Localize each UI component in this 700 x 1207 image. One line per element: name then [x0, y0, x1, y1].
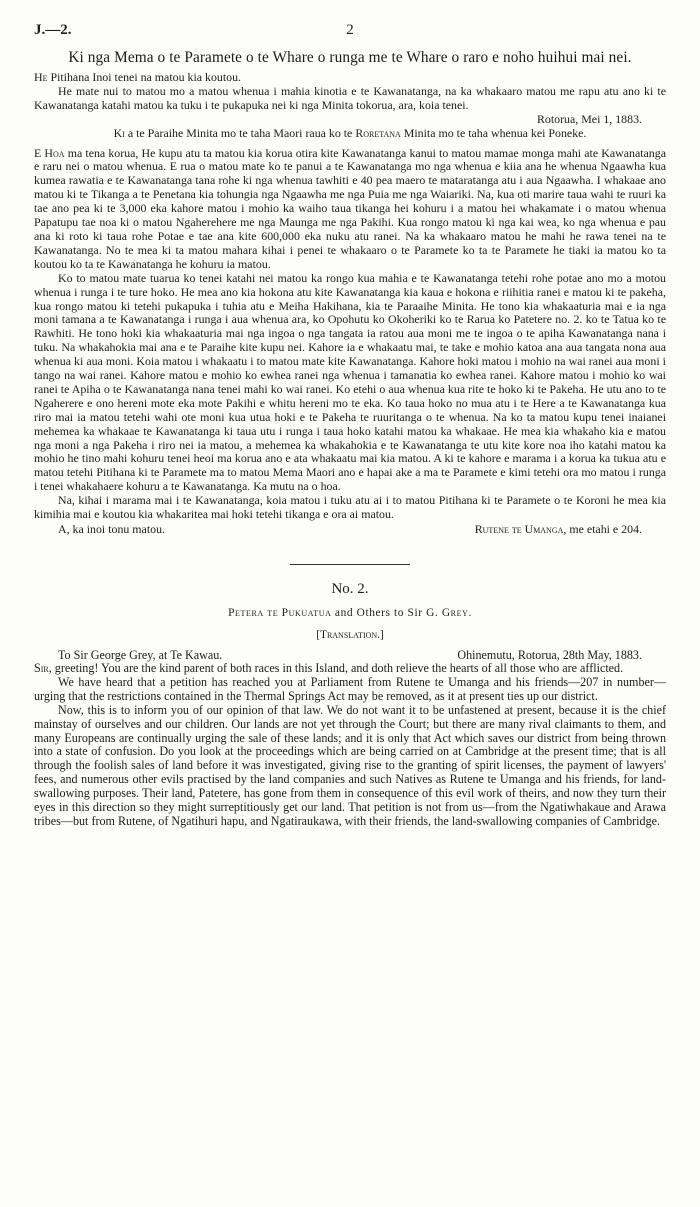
petition-intro [34, 71, 666, 85]
page-number: 2 [346, 22, 354, 38]
subtitle-name: Petera te Pukuatua [228, 607, 332, 619]
signatory-name: Rutene te Umanga [474, 522, 564, 536]
intro-lead: He [34, 70, 48, 84]
address-lead: Ki [113, 125, 125, 140]
signature-line [34, 522, 666, 536]
letter-paragraph-2: Ko to matou mate tuarua ko tenei katahi nei matou ka rongo kua mahia e te Kawanatanga tetehi rohe potae ano mo a motou whenua i runga i te ture hoko. He mea ano kia hokona atu kite Kawanatanga kia kaua e hokona e riihitia ranei e matou ki te pakeha, kua rongo matou ki tetehi pukapuka i tuhia atu e Meiha Hakihana, kia te Paraaihe Minita. He tono kia whakaaturia mai e ia nga moni tamana a te Kawanatanga i runga i aua whenua ara, ko Opohutu ko Okoheriki ko te Rarua ko Patetere no. 2. ko te Tatua ko te Rawhiti. He tono hoki kia whakaaturia mai nga ingoa o nga tangata ia ratou aua moni me te ingoa o te apiha Kawanatanga nana i tuku. Na whakahokia mai ana e te Paraihe kite kupu nei. Kahore ia e whakaatu mai, te take e mohio katoa ana aua tangata nona aua whenua ki aua moni. Koia matou i whakaatu i to matou mate kite Kawanatanga. Kahore hoki matou i mohio na wai ranei aua moni i tango na wai ranei. Kahore matou e mohio ko ewhea ranei nga whenua i tamanatia ko ewhea ranei. Kahore matou i mohio ko wai ranei te Apiha o te Kawanatanga nana tenei mahi ko wai ranei. Ko etehi o aua whenua kua rite te hoko ki te Pakeha. He utu ano to te Ngaherere e ono hereni mote eka mote Pakihi e whitu hereni mo te eka. Ko taua hoko no mua atu i te Here a te Kawanatanga kua riro mai ia matou tetehi wahi ote moni kua utua hoki e te Pakeha te ruuritanga o te whenua. Na ko ta matou kupu tenei inaianei mehemea ka whakaae te Kawanatanga ki taua utu i runga i taua hoko katahi matou ka whakaae. He mea kia whakaho kia e matou nga moni a nga Pakeha i riro nei ia matou, a mehemea ka whakahokia e te Kawanatanga te utu kite kore noa iho katahi matou ka mohio he tino mahi kohuru tenei heoi ma korua ano e ata whakaatu mai kia matou. A ki te kahore e marama i a korua ka tukua atu e matou tetehi Pitihana ki te Paramete ma to matou Mema Maori ano e hapai ake a ma te Paramete e kimi tetehi ora mo matou i runga i tenei whakahaere kohuru a te Kawanatanga. Ka mutu na o hoa. [34, 270, 666, 494]
letter-header [34, 648, 666, 662]
section-heading: No. 2. [331, 581, 369, 597]
intro-text: Pitihana Inoi tenei na matou kia koutou. [47, 70, 241, 84]
letter-dateline: Rotorua, Mei 1, 1883. [536, 111, 642, 126]
address-name: Roretana [355, 125, 401, 140]
translation-body [34, 648, 666, 829]
greeting-text: , greeting! You are the kind parent of both races in this Island, and doth relieve the hearts of all those who are afflicted. [48, 661, 624, 675]
document-body [34, 48, 666, 829]
letter-address [34, 127, 666, 141]
petition-paragraph: He mate nui to matou mo a matou whenua i mahia kinotia e te Kawanatanga, na ka whakaaro matou me rapu atu ano ki te Kawanatanga katahi matou ka tuku i te pukapuka nei ki nga Minita tokorua, ara, koia tenei. [34, 83, 666, 112]
signatory-rest: , me etahi e 204. [563, 522, 642, 536]
letter-paragraph [34, 147, 666, 272]
translation-paragraph-2: We have heard that a petition has reached you at Parliament from Rutene te Umanga and his friends—207 in number—urging that the restrictions contained in the Thermal Springs Act may be removed, as it at present ties up our district. [34, 674, 666, 703]
page-header [34, 22, 666, 42]
section-subtitle [34, 606, 666, 620]
closing-text: A, ka inoi tonu matou. [58, 522, 166, 536]
petition-title: Ki nga Mema o te Paramete o te Whare o runga me te Whare o raro e noho huihui mai nei. [68, 49, 632, 66]
signature [475, 522, 666, 536]
recipient: To Sir George Grey, at Te Kawau. [58, 648, 223, 662]
subtitle-text: and Others to Sir G. [331, 607, 442, 619]
salutation: E Hoa [34, 145, 65, 160]
translation-paragraph-3: Now, this is to inform you of our opinion of that law. We do not want it to be unfastened at present, because it is the chief mainstay of ourselves and our children. Our lands are not yet through the Court; but there are many rival claimants to them, and many Europeans are continually urging the sale of these lands; and it is only that Act which saves our district from being thrown into a state of confusion. Do you look at the proceedings which are being carried on at Cambridge at the present time; that is all through the foolish sales of land before it was investigated, giving rise to the granting of spirit licenses, the payment of lawyers' fees, and numerous other evils practised by the land companies and such Natives as Rutene te Umanga and his friends, for land-swallowing purposes. Their land, Patetere, has gone from them in consequence of this evil work of theirs, and now they turn their eyes in this direction so they might surreptitiously get our land. That petition is not from us—from the Ngatiwhakaue and Arawa tribes—but from Rutene, of Ngatihuri hapu, and Ngatiraukawa, with their friends, the land-swallowing companies of Cambridge. [34, 702, 666, 828]
address-text-end: Minita mo te taha whenua kei Poneke. [400, 125, 587, 140]
section-divider [290, 564, 410, 565]
letter-paragraph-3: Na, kihai i marama mai i te Kawanatanga, koia matou i tuku atu ai i to matou Pitihana ki te Paramete o te Koroni he mea kia kimihia mai e koutou kia whakaritea mai hoki tetehi tikanga e ora ai matou. [34, 493, 666, 522]
address-text: a te Paraihe Minita mo te taha Maori raua ko te [124, 125, 356, 140]
subtitle-end: . [468, 607, 472, 619]
salutation-en: Sir [34, 661, 49, 675]
place-date: Ohinemutu, Rotorua, 28th May, 1883. [457, 648, 642, 662]
translation-paragraph-1 [34, 662, 666, 676]
letter-text: ma tena korua, He kupu atu ta matou kia korua otira kite Kawanatanga kanui to matou mamae monga mahi ate Kawanatanga e raru nei o matou whenua. E rua o matou mate ko te panui a te Kawanatanga mo nga whenua e kiia ana he whenua Ngaawha kua kumea rawatia e te Kawanatanga tana rohe ki nga whenua tawhiti e 40 pea maero te mataratanga atu i aua Ngaawha. I whakaae ano matou ki te Tikanga a te Penetana kia tohungia nga Ngaawha me nga Puia me nga Waiariki. Na, kua oti marire taua wahi te ruuri ka tae ano pea ki te 3,000 eka kahore matou i mohio ka waiho taua tikanga hei kohuru i a matou hei whakamate i o matou whenua Papatupu tae noa ki o matou Ngaherehere me nga Maunga me nga Pakihi. Kua rongo matou ki nga kai wea, ko nga whenua e pau ana ki roto ki taua rohe Potae e tae ana kite 600,000 eka nuku atu ranei. Na ka whakaaro matou he mahi he rawa tenei na te Kawanatanga. No te mea ki ta matou mahara kihai i penei te whakaaro o te Paramete ko ta te Paramete he tiaki ia matou ko ta koutou ko ta te Kawanatanga he kohuru ia matou. [34, 145, 666, 271]
translation-label: [Translation.] [316, 629, 384, 641]
subtitle-grey: Grey [441, 607, 469, 619]
document-reference: J.—2. [34, 22, 72, 38]
